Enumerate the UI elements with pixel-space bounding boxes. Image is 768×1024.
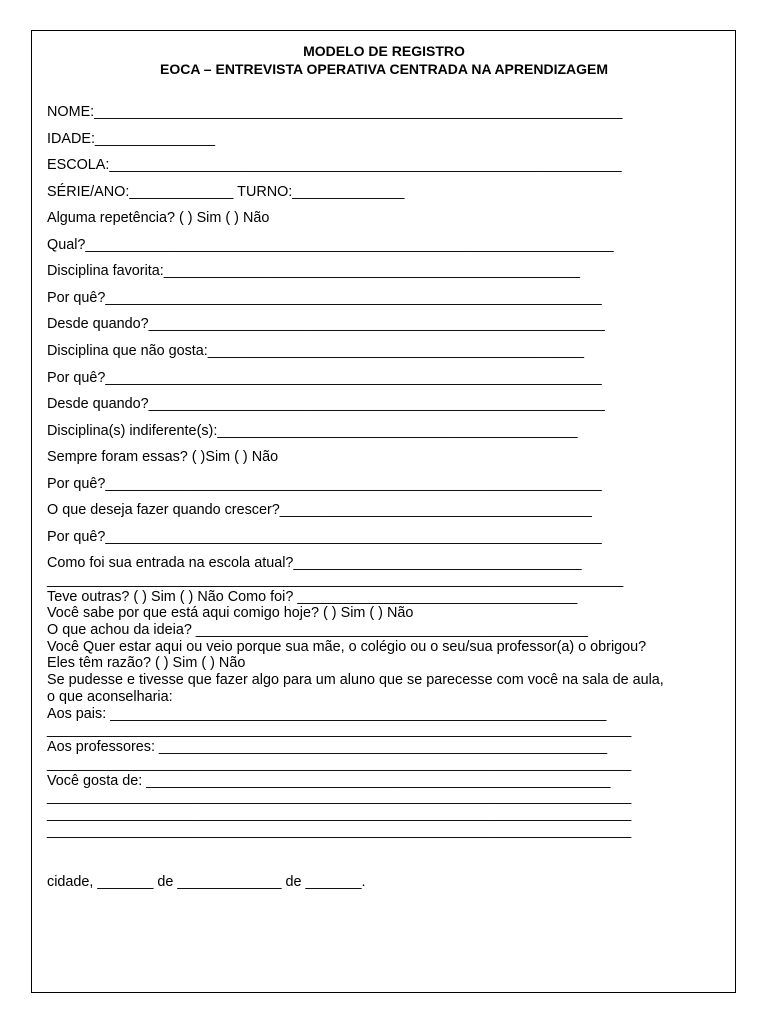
field-aos-professores-cont[interactable]: _________________________________________________________________________ [47, 756, 632, 772]
field-repetencia[interactable]: Alguma repetência? ( ) Sim ( ) Não [47, 210, 270, 226]
field-qual[interactable]: Qual?__________________________________________________________________ [47, 237, 614, 253]
form-title: MODELO DE REGISTRO [303, 43, 465, 59]
field-nome[interactable]: NOME:__________________________________________________________________ [47, 104, 623, 120]
field-sempre-foram-essas[interactable]: Sempre foram essas? ( )Sim ( ) Não [47, 449, 279, 465]
field-sabe-por-que[interactable]: Você sabe por que está aqui comigo hoje? ( ) Sim ( ) Não [47, 605, 414, 621]
question-aconselharia-cont: o que aconselharia: [47, 689, 173, 705]
form-subtitle: EOCA – ENTREVISTA OPERATIVA CENTRADA NA APRENDIZAGEM [159, 61, 609, 77]
field-deseja-fazer[interactable]: O que deseja fazer quando crescer?_______________________________________ [47, 502, 592, 518]
field-aos-pais-cont[interactable]: _________________________________________________________________________ [47, 722, 632, 738]
field-desde-quando-1[interactable]: Desde quando?_________________________________________________________ [47, 316, 605, 332]
field-achou-ideia[interactable]: O que achou da ideia? _________________________________________________ [47, 622, 588, 638]
field-aos-professores[interactable]: Aos professores: ________________________________________________________ [47, 739, 608, 755]
field-disciplina-nao-gosta[interactable]: Disciplina que não gosta:_______________________________________________ [47, 343, 584, 359]
signature-date-line[interactable]: cidade, _______ de _____________ de _______. [47, 874, 366, 890]
question-aconselharia: Se pudesse e tivesse que fazer algo para um aluno que se parecesse com você na sala de aula, [47, 672, 664, 688]
field-voce-gosta-de-cont-1[interactable]: _________________________________________________________________________ [47, 789, 632, 805]
field-disciplinas-indiferentes[interactable]: Disciplina(s) indiferente(s):_____________________________________________ [47, 423, 578, 439]
field-desde-quando-2[interactable]: Desde quando?_________________________________________________________ [47, 396, 605, 412]
field-por-que-2[interactable]: Por quê?______________________________________________________________ [47, 370, 602, 386]
field-idade[interactable]: IDADE:_______________ [47, 131, 216, 147]
field-eles-tem-razao[interactable]: Eles têm razão? ( ) Sim ( ) Não [47, 655, 246, 671]
field-disciplina-favorita[interactable]: Disciplina favorita:____________________________________________________ [47, 263, 580, 279]
field-entrada-escola-cont[interactable]: ________________________________________________________________________ [47, 572, 624, 588]
field-escola[interactable]: ESCOLA:________________________________________________________________ [47, 157, 622, 173]
field-por-que-3[interactable]: Por quê?______________________________________________________________ [47, 476, 602, 492]
field-por-que-4[interactable]: Por quê?______________________________________________________________ [47, 529, 602, 545]
field-voce-gosta-de-cont-3[interactable]: _________________________________________________________________________ [47, 823, 632, 839]
field-voce-gosta-de-cont-2[interactable]: _________________________________________________________________________ [47, 806, 632, 822]
field-serie-turno[interactable]: SÉRIE/ANO:_____________ TURNO:______________ [47, 184, 405, 200]
field-entrada-escola[interactable]: Como foi sua entrada na escola atual?____________________________________ [47, 555, 582, 571]
question-quer-estar-aqui: Você Quer estar aqui ou veio porque sua mãe, o colégio ou o seu/sua professor(a) o obrigou? [47, 639, 647, 655]
field-voce-gosta-de[interactable]: Você gosta de: __________________________________________________________ [47, 773, 611, 789]
field-aos-pais[interactable]: Aos pais: ______________________________________________________________ [47, 706, 607, 722]
field-por-que-1[interactable]: Por quê?______________________________________________________________ [47, 290, 602, 306]
field-teve-outras[interactable]: Teve outras? ( ) Sim ( ) Não Como foi? ___________________________________ [47, 589, 578, 605]
